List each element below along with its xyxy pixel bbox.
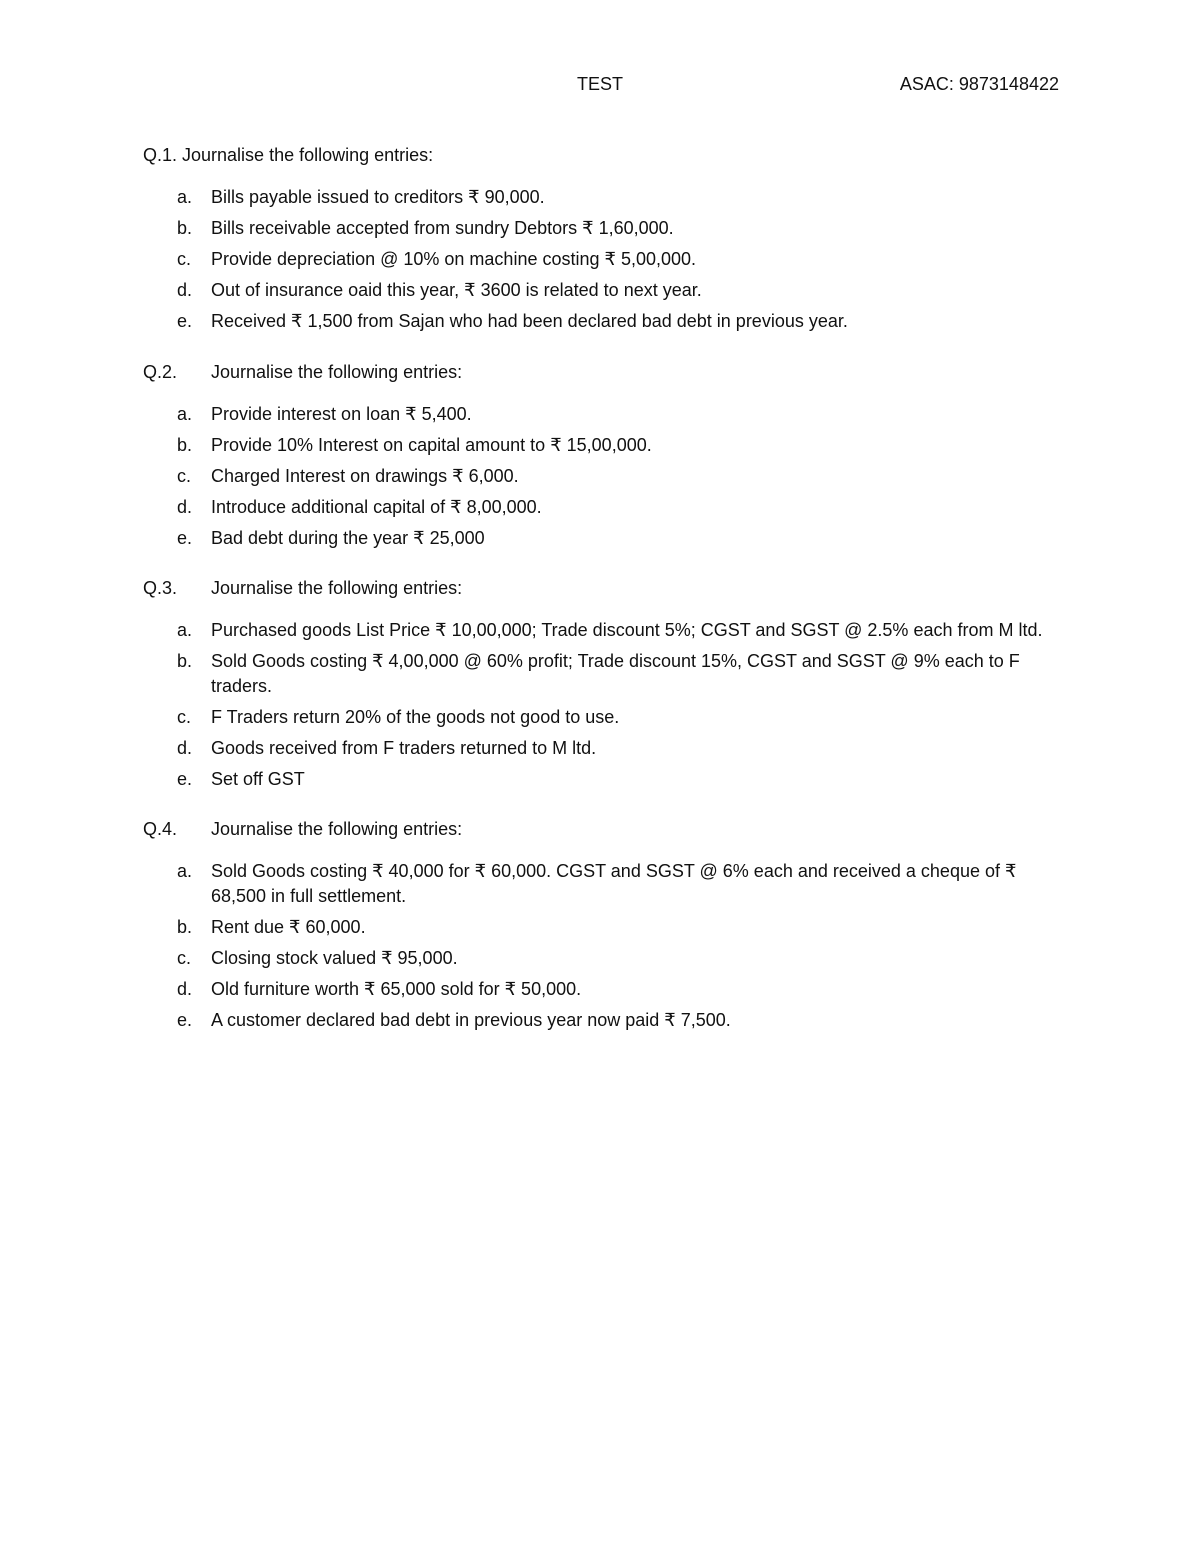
question-heading	[143, 360, 1063, 384]
item-letter: d.	[177, 737, 193, 758]
item-letter: c.	[177, 249, 192, 269]
item-letter: c.	[177, 706, 192, 727]
item-letter: b.	[177, 434, 193, 455]
list-item	[143, 1008, 1063, 1033]
item-text: A customer declared bad debt in previous year now paid ₹ 7,500.	[211, 1009, 731, 1030]
item-text: Bills payable issued to creditors ₹ 90,000.	[211, 187, 545, 207]
list-item	[143, 216, 1063, 241]
entry-list	[143, 185, 1063, 334]
item-letter: b.	[177, 218, 193, 238]
list-item	[143, 278, 1063, 303]
questions-container	[143, 143, 1063, 1058]
header-contact: ASAC: 9873148422	[899, 74, 1059, 94]
header-title: TEST	[576, 74, 623, 94]
item-text: Received ₹ 1,500 from Sajan who had been declared bad debt in previous year.	[211, 311, 848, 331]
item-text: Provide interest on loan ₹ 5,400.	[211, 403, 472, 424]
item-letter: c.	[177, 947, 192, 968]
list-item	[143, 526, 1063, 551]
item-letter: e.	[177, 311, 193, 331]
item-text: Sold Goods costing ₹ 40,000 for ₹ 60,000. CGST and SGST @ 6% each and received a cheque of ₹ 68,500 in full settlement.	[211, 861, 1017, 906]
list-item	[143, 309, 1063, 334]
question-number: Q.3.	[143, 578, 178, 598]
item-text: Out of insurance oaid this year, ₹ 3600 is related to next year.	[211, 280, 702, 300]
question-number: Q.2.	[143, 361, 178, 382]
list-item	[143, 946, 1063, 971]
item-letter: a.	[177, 620, 193, 640]
item-text: F Traders return 20% of the goods not good to use.	[211, 706, 620, 727]
list-item	[143, 649, 1063, 698]
item-text: Old furniture worth ₹ 65,000 sold for ₹ 50,000.	[211, 978, 582, 999]
question-heading	[143, 817, 1063, 841]
question-prompt: Journalise the following entries:	[211, 578, 463, 598]
item-text: Introduce additional capital of ₹ 8,00,000.	[211, 496, 542, 517]
item-letter: c.	[177, 465, 192, 486]
list-item	[143, 247, 1063, 272]
question-3	[143, 576, 1063, 791]
item-letter: a.	[177, 861, 193, 881]
item-letter: d.	[177, 280, 193, 300]
list-item	[143, 859, 1063, 908]
list-item	[143, 495, 1063, 520]
list-item	[143, 618, 1063, 643]
list-item	[143, 402, 1063, 427]
item-text: Closing stock valued ₹ 95,000.	[211, 947, 458, 968]
question-number: Q.1.	[143, 145, 178, 165]
question-number: Q.4.	[143, 819, 178, 839]
item-letter: a.	[177, 403, 193, 424]
question-4	[143, 817, 1063, 1032]
item-text: Set off GST	[211, 768, 305, 789]
list-item	[143, 736, 1063, 761]
item-text: Provide depreciation @ 10% on machine costing ₹ 5,00,000.	[211, 249, 697, 269]
item-text: Provide 10% Interest on capital amount to ₹ 15,00,000.	[211, 434, 652, 455]
item-text: Sold Goods costing ₹ 4,00,000 @ 60% profit; Trade discount 15%, CGST and SGST @ 9% each to F traders.	[211, 651, 1020, 696]
item-text: Bad debt during the year ₹ 25,000	[211, 527, 485, 548]
entry-list	[143, 859, 1063, 1032]
item-letter: d.	[177, 978, 193, 999]
entry-list	[143, 618, 1063, 791]
question-heading	[143, 576, 1063, 600]
item-text: Rent due ₹ 60,000.	[211, 916, 366, 937]
item-letter: b.	[177, 916, 193, 937]
list-item	[143, 767, 1063, 792]
question-prompt: Journalise the following entries:	[182, 145, 434, 165]
question-prompt: Journalise the following entries:	[211, 361, 463, 382]
question-2	[143, 360, 1063, 551]
list-item	[143, 977, 1063, 1002]
question-heading	[143, 143, 1063, 167]
item-text: Bills receivable accepted from sundry Debtors ₹ 1,60,000.	[211, 218, 674, 238]
question-prompt: Journalise the following entries:	[211, 819, 463, 839]
list-item	[143, 464, 1063, 489]
item-letter: e.	[177, 527, 193, 548]
question-1	[143, 143, 1063, 334]
item-text: Purchased goods List Price ₹ 10,00,000; Trade discount 5%; CGST and SGST @ 2.5% each from M ltd.	[211, 620, 1043, 640]
list-item	[143, 433, 1063, 458]
item-text: Goods received from F traders returned to M ltd.	[211, 737, 597, 758]
item-letter: d.	[177, 496, 193, 517]
list-item	[143, 185, 1063, 210]
item-letter: e.	[177, 768, 193, 789]
entry-list	[143, 402, 1063, 551]
list-item	[143, 705, 1063, 730]
item-letter: b.	[177, 651, 193, 671]
item-letter: a.	[177, 187, 193, 207]
item-text: Charged Interest on drawings ₹ 6,000.	[211, 465, 519, 486]
list-item	[143, 915, 1063, 940]
item-letter: e.	[177, 1009, 193, 1030]
